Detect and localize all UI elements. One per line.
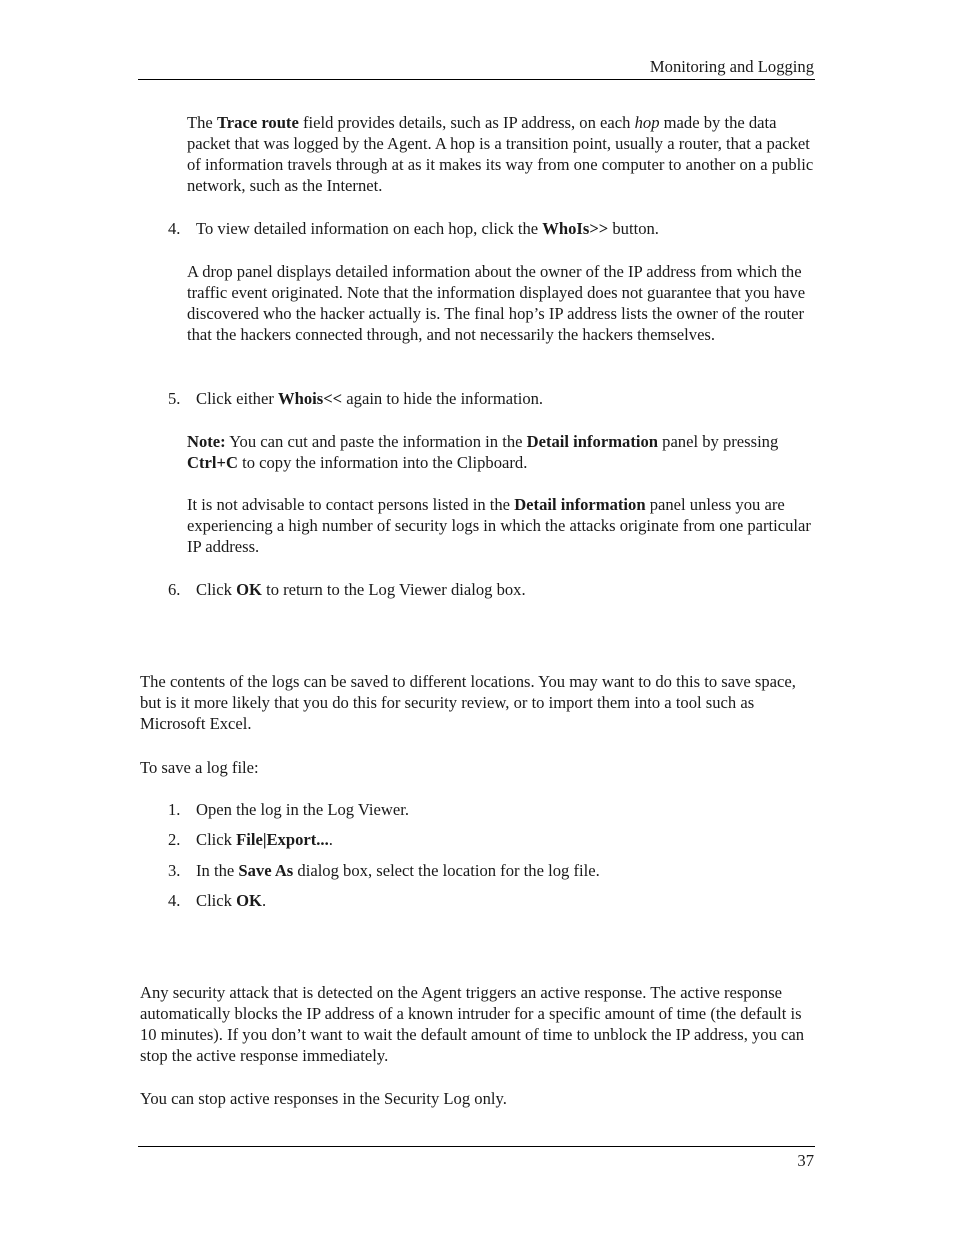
text-run: made by the data packet that was logged by the Agent. A hop is a transition point, usually a router, that a packet of information travels through at as it makes its way from one computer to another on a public network, such as the Internet. [187,113,814,195]
save-step-4 [168,890,808,911]
text-run: panel unless you are experiencing a high number of security logs in which the attacks originate from one particular IP address. [187,495,811,556]
file-export-term: File|Export... [236,830,329,849]
active-response-paragraph: Any security attack that is detected on the Agent triggers an active response. The active response automatically blocks the IP address of a known intruder for a specific amount of time (the default is 10 minutes). If you don’t want to wait the default amount of time to unblock the IP address, you can stop the active response immediately. [140,983,805,1065]
text-run: Open the log in the Log Viewer. [196,800,409,819]
whois-expand-term: WhoIs>> [542,219,609,238]
advisable-paragraph [187,494,815,557]
header-rule [138,79,815,80]
save-lead-paragraph: To save a log file: [140,758,259,777]
text-run: dialog box, select the location for the log file. [293,861,600,880]
step-number: 3. [168,861,181,880]
save-intro-paragraph: The contents of the logs can be saved to different locations. You may want to do this to save space, but is it more likely that you do this for security review, or to import them into a tool such as Microsoft Excel. [140,672,796,733]
detail-information-term: Detail information [514,495,646,514]
text-run: . [328,830,333,849]
step-5 [168,388,808,409]
text-run: field provides details, such as IP address, on each [298,113,635,132]
note-label: Note: [187,432,226,451]
page-number: 37 [797,1151,814,1170]
step-number: 1. [168,800,181,819]
step-number: 6. [168,580,181,599]
text-run: Click either [196,389,279,408]
ok-term: OK [236,891,262,910]
save-step-1 [168,799,808,820]
step-number: 4. [168,219,181,238]
text-run: In the [196,861,239,880]
save-step-2 [168,829,808,850]
running-header: Monitoring and Logging [649,57,814,76]
step-number: 4. [168,891,181,910]
text-run: button. [608,219,659,238]
step-number: 2. [168,830,181,849]
ctrl-c-term: Ctrl+C [187,453,238,472]
text-run: to copy the information into the Clipboard. [237,453,528,472]
note-paragraph [187,431,815,473]
whois-collapse-term: Whois<< [278,389,343,408]
trace-route-term: Trace route [216,113,299,132]
text-run: The [187,113,217,132]
detail-information-term: Detail information [526,432,658,451]
text-run: panel by pressing [658,432,779,451]
save-as-term: Save As [238,861,294,880]
text-run: Click [196,891,237,910]
text-run: to return to the Log Viewer dialog box. [261,580,526,599]
step-4 [168,218,808,239]
footer-rule [138,1146,815,1147]
trace-route-paragraph [187,112,815,196]
ok-term: OK [236,580,262,599]
text-run: To view detailed information on each hop, click the [196,219,543,238]
stop-only-paragraph: You can stop active responses in the Security Log only. [140,1089,507,1108]
text-run: . [261,891,267,910]
text-run: It is not advisable to contact persons listed in the [187,495,515,514]
text-run: You can cut and paste the information in the [225,432,527,451]
text-run: Click [196,580,237,599]
step-number: 5. [168,389,181,408]
save-step-3 [168,860,808,881]
step-6 [168,579,808,600]
drop-panel-paragraph: A drop panel displays detailed information about the owner of the IP address from which the traffic event originated. Note that the information displayed does not guarantee that you have discovered who the hacker actually is. The final hop’s IP address lists the owner of the router that the hackers connected through, and not necessarily the hackers themselves. [187,262,806,344]
text-run: again to hide the information. [342,389,544,408]
hop-term: hop [634,113,660,132]
text-run: Click [196,830,237,849]
